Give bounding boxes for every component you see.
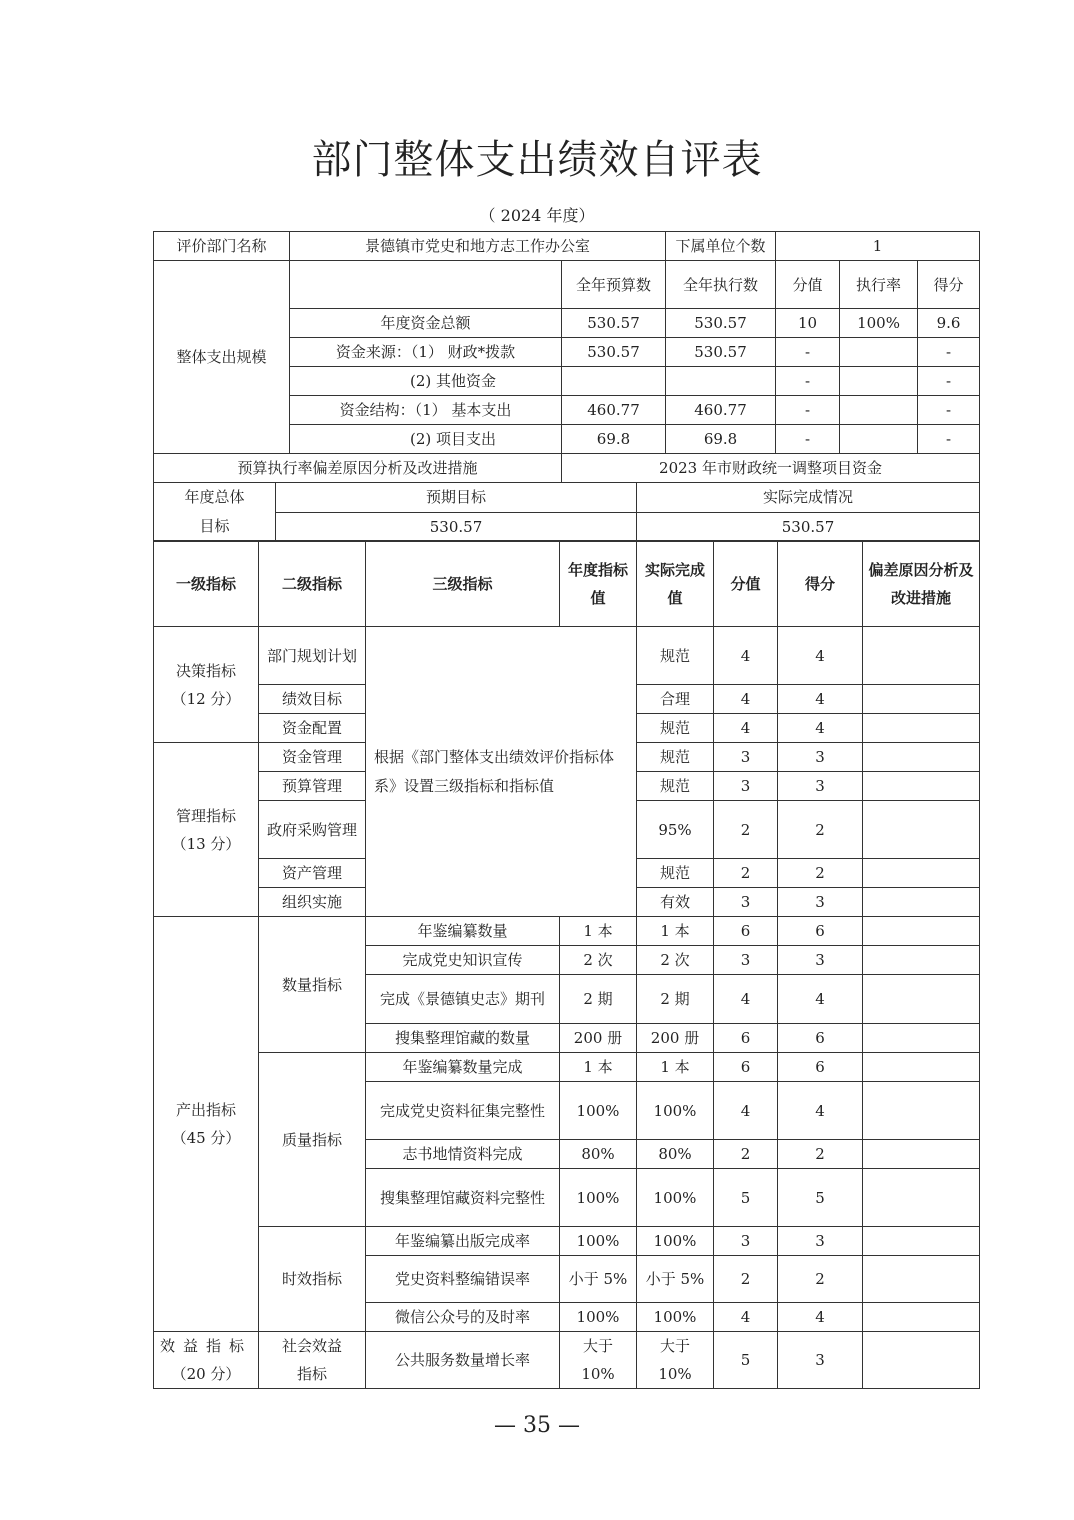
decision-name: 决策指标 [175,661,236,680]
management-points: （13 分） [171,834,241,853]
actual-cell: 2 次 [637,946,714,975]
deviation-cell [863,772,980,801]
level2-cell: 资金配置 [259,714,366,743]
scale-row-budget: 530.57 [562,338,666,367]
level3-cell: 年鉴编纂出版完成率 [366,1227,560,1256]
page-title: 部门整体支出绩效自评表 [311,137,763,183]
scale-row-rate [840,425,918,454]
scale-row-score: - [918,367,980,396]
actual-cell: 规范 [637,627,714,685]
value-cell: 2 [714,859,778,888]
deviation-cell [863,1227,980,1256]
score-cell: 3 [778,1332,863,1389]
scale-row-budget: 69.8 [562,425,666,454]
value-cell: 6 [714,1053,778,1082]
value-cell: 4 [714,1082,778,1140]
value-cell: 3 [714,888,778,917]
col-header-budget: 全年预算数 [562,261,666,309]
score-cell: 6 [778,1024,863,1053]
table-row [154,917,980,946]
actual-cell: 100% [637,1082,714,1140]
benefit-points: （20 分） [171,1365,241,1383]
deviation-cell [863,627,980,685]
deviation-cell [863,888,980,917]
expected-goal-label: 预期目标 [276,483,637,513]
scale-row-label: 资金来源：（1） 财政*拨款 [290,338,562,367]
target-cell: 2 次 [560,946,637,975]
level3-cell: 志书地情资料完成 [366,1140,560,1169]
actual-goal-label: 实际完成情况 [637,483,980,513]
value-cell: 2 [714,1256,778,1303]
value-cell: 4 [714,975,778,1024]
scale-row-value: - [776,367,840,396]
actual-cell: 规范 [637,714,714,743]
value-cell: 5 [714,1169,778,1227]
level3-merged: 根据《部门整体支出绩效评价指标体系》设置三级指标和指标值 [366,627,637,917]
score-cell: 4 [778,975,863,1024]
dept-label: 评价部门名称 [154,232,290,261]
actual-cell: 1 本 [637,917,714,946]
scale-row-score: - [918,425,980,454]
target-cell: 100% [560,1082,637,1140]
deviation-cell [863,1256,980,1303]
scale-row-value: 10 [776,309,840,338]
scale-row-score: - [918,396,980,425]
target-cell: 200 册 [560,1024,637,1053]
deviation-cell [863,975,980,1024]
col-header-actual: 全年执行数 [666,261,776,309]
level3-cell: 完成党史资料征集完整性 [366,1082,560,1140]
benefit-name: 效益指标 [159,1337,252,1355]
expected-goal-value: 530.57 [276,512,637,542]
scale-label: 整体支出规模 [154,261,290,454]
scale-row-label: 年度资金总额 [290,309,562,338]
table-row [154,1227,980,1256]
actual-cell: 规范 [637,859,714,888]
benefit-cell [154,1332,259,1389]
score-cell: 2 [778,1140,863,1169]
score-cell: 3 [778,743,863,772]
actual-cell: 2 期 [637,975,714,1024]
target-cell: 小于 5% [560,1256,637,1303]
scale-row-budget [562,367,666,396]
col-header-value: 分值 [776,261,840,309]
deviation-cell [863,685,980,714]
level3-cell: 党史资料整编错误率 [366,1256,560,1303]
value-cell: 4 [714,685,778,714]
header-level2: 二级指标 [259,541,366,627]
target-cell: 100% [560,1227,637,1256]
target-cell: 80% [560,1140,637,1169]
header-annual-target: 年度指标值 [560,541,637,627]
target-cell: 1 本 [560,1053,637,1082]
deviation-cell [863,1169,980,1227]
header-level1: 一级指标 [154,541,259,627]
level2-cell: 部门规划计划 [259,627,366,685]
deviation-cell [863,1303,980,1332]
scale-row-value: - [776,425,840,454]
value-cell: 3 [714,743,778,772]
level2-cell: 资产管理 [259,859,366,888]
scale-row-rate: 100% [840,309,918,338]
level2-cell: 政府采购管理 [259,801,366,859]
header-score-value: 分值 [714,541,778,627]
header-score: 得分 [778,541,863,627]
value-cell: 6 [714,1024,778,1053]
level3-cell: 年鉴编纂数量完成 [366,1053,560,1082]
value-cell: 5 [714,1332,778,1389]
score-cell: 6 [778,917,863,946]
score-cell: 4 [778,1303,863,1332]
value-cell: 4 [714,714,778,743]
table-row [154,1053,980,1082]
actual-cell: 合理 [637,685,714,714]
score-cell: 2 [778,801,863,859]
value-cell: 2 [714,801,778,859]
actual-cell: 100% [637,1227,714,1256]
target-cell: 大于 10% [560,1332,637,1389]
level3-cell: 搜集整理馆藏的数量 [366,1024,560,1053]
output-cell [154,917,259,1332]
deviation-value: 2023 年市财政统一调整项目资金 [562,454,980,483]
deviation-cell [863,714,980,743]
score-cell: 5 [778,1169,863,1227]
actual-cell: 100% [637,1303,714,1332]
level2-cell: 社会效益指标 [259,1332,366,1389]
deviation-cell [863,946,980,975]
scale-row-actual [666,367,776,396]
scale-row-rate [840,367,918,396]
deviation-cell [863,859,980,888]
value-cell: 3 [714,946,778,975]
decision-points: （12 分） [171,689,241,708]
scale-row-rate [840,396,918,425]
score-cell: 3 [778,1227,863,1256]
value-cell: 2 [714,1140,778,1169]
deviation-cell [863,801,980,859]
scale-row-actual: 460.77 [666,396,776,425]
actual-cell: 大于 10% [637,1332,714,1389]
output-points: （45 分） [171,1129,241,1147]
management-name: 管理指标 [175,806,236,825]
score-cell: 4 [778,714,863,743]
sub-units-value: 1 [776,232,980,261]
header-deviation: 偏差原因分析及改进措施 [863,541,980,627]
value-cell: 3 [714,772,778,801]
actual-cell: 有效 [637,888,714,917]
header-level3: 三级指标 [366,541,560,627]
actual-cell: 80% [637,1140,714,1169]
level2-cell: 质量指标 [259,1053,366,1227]
output-name: 产出指标 [175,1101,236,1119]
scale-header-empty [290,261,562,309]
scale-row-rate [840,338,918,367]
col-header-score: 得分 [918,261,980,309]
value-cell: 4 [714,1303,778,1332]
table-row [154,627,980,685]
summary-table [153,231,980,483]
target-cell: 100% [560,1169,637,1227]
actual-cell: 100% [637,1169,714,1227]
level3-cell: 微信公众号的及时率 [366,1303,560,1332]
deviation-cell [863,1140,980,1169]
value-cell: 4 [714,627,778,685]
level3-cell: 完成《景德镇史志》期刊 [366,975,560,1024]
score-cell: 6 [778,1053,863,1082]
scale-row-value: - [776,396,840,425]
level2-cell: 绩效目标 [259,685,366,714]
actual-cell: 规范 [637,772,714,801]
level2-cell: 数量指标 [259,917,366,1053]
management-cell [154,743,259,917]
deviation-cell [863,917,980,946]
level3-cell: 年鉴编纂数量 [366,917,560,946]
page-number: — 35 — [494,1413,580,1438]
target-cell: 1 本 [560,917,637,946]
actual-goal-value: 530.57 [637,512,980,542]
score-cell: 2 [778,859,863,888]
header-actual-value: 实际完成值 [637,541,714,627]
level2-cell: 预算管理 [259,772,366,801]
target-cell: 2 期 [560,975,637,1024]
level2-cell: 资金管理 [259,743,366,772]
score-cell: 3 [778,946,863,975]
table-row [154,1332,980,1389]
scale-row-score: 9.6 [918,309,980,338]
scale-row-score: - [918,338,980,367]
score-cell: 4 [778,1082,863,1140]
deviation-cell [863,743,980,772]
actual-cell: 200 册 [637,1024,714,1053]
decision-cell [154,627,259,743]
scale-row-label: 资金结构：（1） 基本支出 [290,396,562,425]
scale-row-label: (2) 项目支出 [290,425,562,454]
score-cell: 3 [778,772,863,801]
deviation-cell [863,1082,980,1140]
deviation-cell [863,1053,980,1082]
scale-row-budget: 530.57 [562,309,666,338]
deviation-cell [863,1332,980,1389]
level3-cell: 完成党史知识宣传 [366,946,560,975]
indicator-table [153,540,980,1389]
annual-goal-label-line1: 年度总体 [184,488,245,506]
level3-cell: 公共服务数量增长率 [366,1332,560,1389]
scale-row-actual: 530.57 [666,338,776,367]
scale-row-actual: 69.8 [666,425,776,454]
year-label: （ 2024 年度） [479,206,595,225]
actual-cell: 小于 5% [637,1256,714,1303]
score-cell: 2 [778,1256,863,1303]
level2-cell: 组织实施 [259,888,366,917]
value-cell: 3 [714,1227,778,1256]
scale-row-value: - [776,338,840,367]
dept-value: 景德镇市党史和地方志工作办公室 [290,232,666,261]
score-cell: 3 [778,888,863,917]
col-header-rate: 执行率 [840,261,918,309]
target-cell: 100% [560,1303,637,1332]
actual-cell: 规范 [637,743,714,772]
level3-cell: 搜集整理馆藏资料完整性 [366,1169,560,1227]
scale-row-budget: 460.77 [562,396,666,425]
annual-goal-label [154,483,276,542]
sub-units-label: 下属单位个数 [666,232,776,261]
level2-cell: 时效指标 [259,1227,366,1332]
scale-row-label: (2) 其他资金 [290,367,562,396]
annual-goal-table [153,482,980,542]
annual-goal-label-line2: 目标 [199,517,230,535]
deviation-label: 预算执行率偏差原因分析及改进措施 [154,454,562,483]
score-cell: 4 [778,627,863,685]
scale-row-actual: 530.57 [666,309,776,338]
score-cell: 4 [778,685,863,714]
actual-cell: 1 本 [637,1053,714,1082]
value-cell: 6 [714,917,778,946]
actual-cell: 95% [637,801,714,859]
deviation-cell [863,1024,980,1053]
